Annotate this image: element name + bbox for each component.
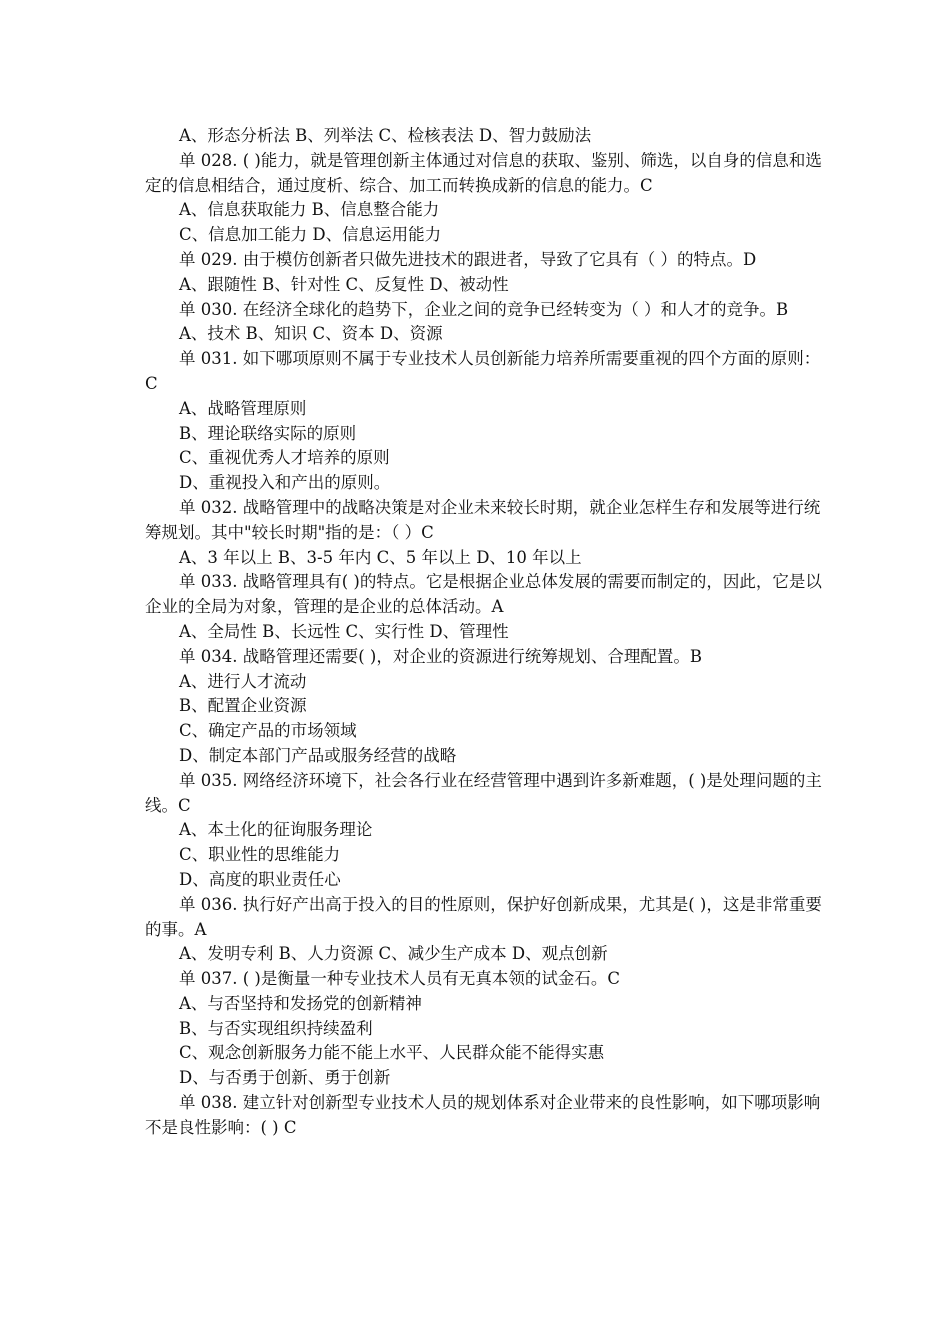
text-line: A、与否坚持和发扬党的创新精神 [179, 993, 422, 1013]
question-035: 单 035. 网络经济环境下，社会各行业在经营管理中遇到许多新难题，( )是处理问题的主线。C [145, 770, 822, 815]
text-line: D、重视投入和产出的原则。 [179, 473, 391, 493]
text-line: C、重视优秀人才培养的原则 [179, 448, 390, 468]
text-line: A、本土化的征询服务理论 [179, 820, 373, 840]
question-031: 单 031. 如下哪项原则不属于专业技术人员创新能力培养所需要重视的四个方面的原则：C [145, 349, 821, 393]
text-line: B、与否实现组织持续盈利 [179, 1018, 373, 1038]
text-line: D、高度的职业责任心 [179, 869, 341, 889]
text-line: D、与否勇于创新、勇于创新 [179, 1068, 391, 1088]
question-033: 单 033. 战略管理具有( )的特点。它是根据企业总体发展的需要而制定的，因此，它是以企业的全局为对象，管理的是企业的总体活动。A [145, 572, 822, 617]
document-page [145, 124, 825, 1141]
text-line: A、跟随性 B、针对性 C、反复性 D、被动性 [179, 274, 509, 294]
text-line: A、进行人才流动 [179, 671, 307, 691]
text-line: A、技术 B、知识 C、资本 D、资源 [179, 324, 443, 344]
text-line: A、3 年以上 B、3-5 年内 C、5 年以上 D、10 年以上 [179, 547, 582, 567]
text-line: D、制定本部门产品或服务经营的战略 [179, 745, 457, 765]
text-line: B、配置企业资源 [179, 696, 307, 716]
text-line: C、观念创新服务力能不能上水平、人民群众能不能得实惠 [179, 1043, 605, 1063]
question-036: 单 036. 执行好产出高于投入的目的性原则，保护好创新成果，尤其是( )，这是非常重要的事。A [145, 894, 822, 939]
text-line: A、全局性 B、长远性 C、实行性 D、管理性 [179, 621, 509, 641]
text-line: C、信息加工能力 D、信息运用能力 [179, 225, 442, 245]
question-032: 单 032. 战略管理中的战略决策是对企业未来较长时期，就企业怎样生存和发展等进行统筹规划。其中"较长时期"指的是：（ ）C [145, 497, 821, 542]
question-034: 单 034. 战略管理还需要( )，对企业的资源进行统筹规划、合理配置。B [179, 646, 702, 666]
text-line: A、发明专利 B、人力资源 C、减少生产成本 D、观点创新 [179, 944, 608, 964]
question-038: 单 038. 建立针对创新型专业技术人员的规划体系对企业带来的良性影响，如下哪项影响不是良性影响：( ) C [145, 1093, 821, 1137]
text-line: A、信息获取能力 B、信息整合能力 [179, 200, 440, 220]
text-line: A、形态分析法 B、列举法 C、检核表法 D、智力鼓励法 [179, 126, 592, 145]
question-037: 单 037. ( )是衡量一种专业技术人员有无真本领的试金石。C [179, 969, 620, 989]
text-line: C、确定产品的市场领域 [179, 721, 357, 741]
text-line: B、理论联络实际的原则 [179, 423, 357, 443]
text-line: A、战略管理原则 [179, 398, 307, 418]
question-028: 单 028. ( )能力，就是管理创新主体通过对信息的获取、鉴别、筛选，以自身的信息和选定的信息相结合，通过度析、综合、加工而转换成新的信息的能力。C [145, 150, 822, 195]
text-line: C、职业性的思维能力 [179, 845, 341, 865]
question-030: 单 030. 在经济全球化的趋势下，企业之间的竞争已经转变为（ ）和人才的竞争。B [179, 299, 789, 319]
question-029: 单 029. 由于模仿创新者只做先进技术的跟进者，导致了它具有（ ）的特点。D [179, 249, 757, 269]
